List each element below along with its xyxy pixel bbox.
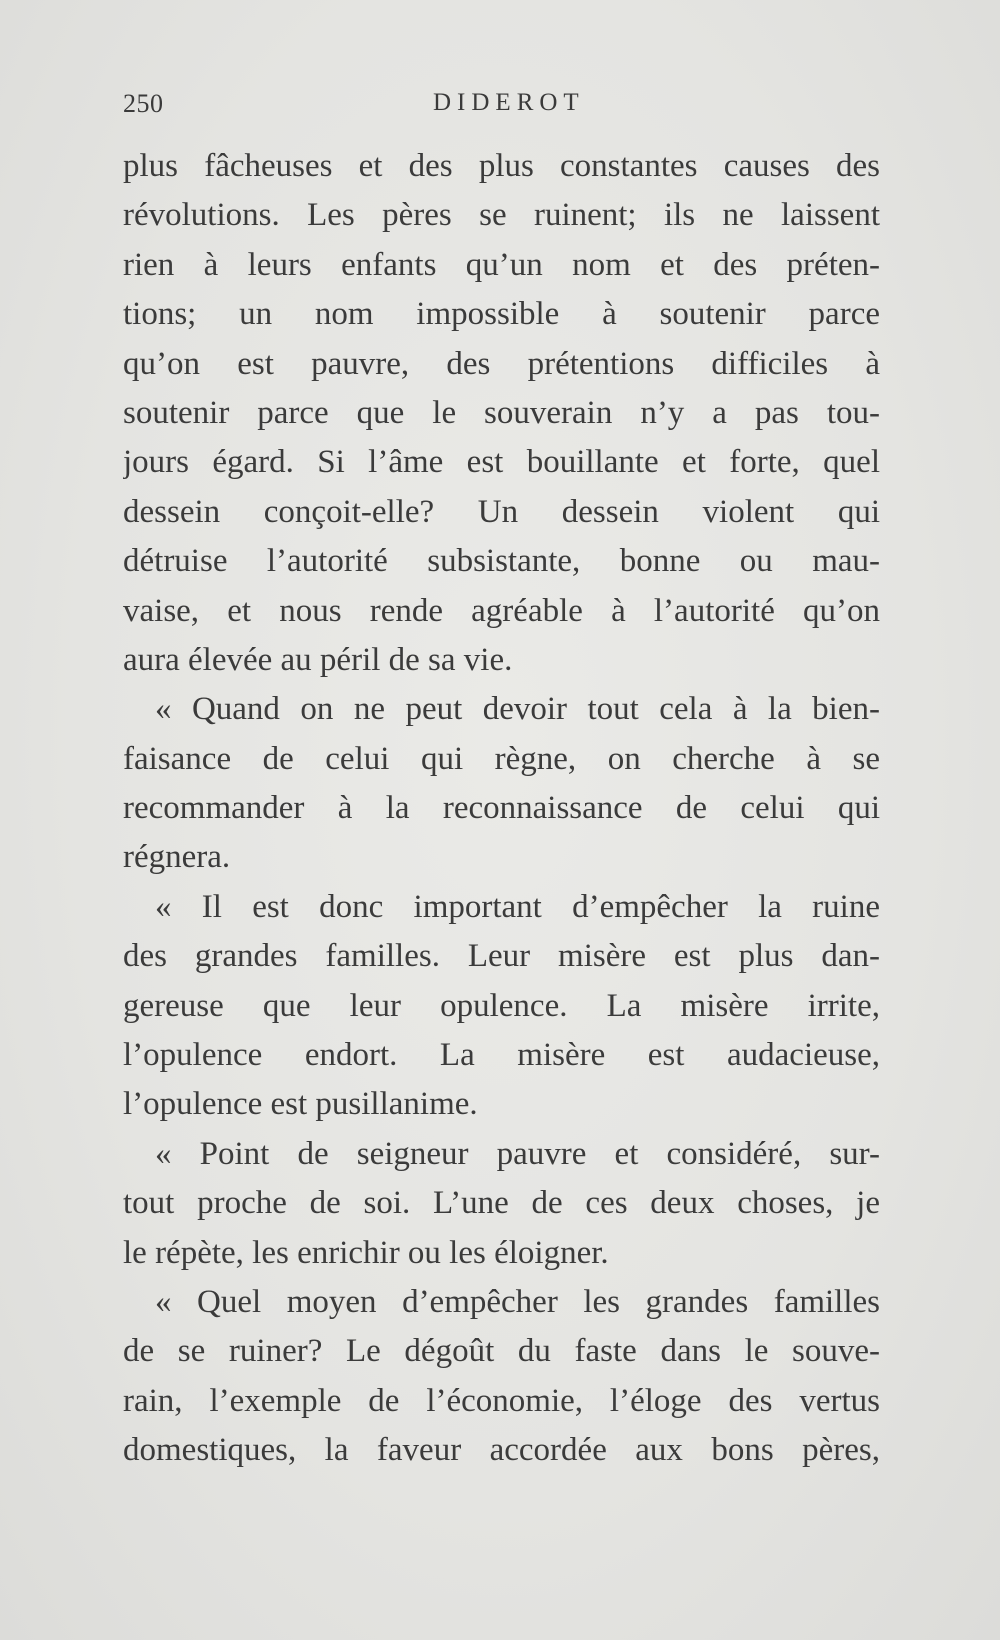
text-line: jours égard. Si l’âme est bouillante et forte, quel (123, 444, 880, 481)
text-line: régnera. (123, 839, 231, 876)
text-line: l’opulence endort. La misère est audacieuse, (123, 1037, 880, 1074)
text-line: soutenir parce que le souverain n’y a pas tou- (123, 394, 880, 431)
text-line: rien à leurs enfants qu’un nom et des préten- (123, 246, 880, 283)
text-line: rain, l’exemple de l’économie, l’éloge des vertus (123, 1382, 880, 1419)
text-line: plus fâcheuses et des plus constantes causes des (123, 148, 880, 184)
text-line: détruise l’autorité subsistante, bonne ou mau- (123, 543, 880, 580)
page-number: 250 (123, 89, 164, 118)
text-line: « Il est donc important d’empêcher la ruine (155, 888, 880, 925)
running-head (123, 89, 883, 129)
text-line: tout proche de soi. L’une de ces deux choses, je (123, 1185, 880, 1222)
body-text (123, 142, 880, 1476)
text-line: aura élevée au péril de sa vie. (123, 641, 513, 678)
text-line: tions; un nom impossible à soutenir parce (123, 296, 880, 333)
text-line: révolutions. Les pères se ruinent; ils ne laissent (123, 197, 880, 234)
text-line: qu’on est pauvre, des prétentions difficiles à (123, 345, 880, 382)
text-line: l’opulence est pusillanime. (123, 1086, 478, 1123)
text-line: « Quand on ne peut devoir tout cela à la bien- (155, 691, 880, 728)
text-line: recommander à la reconnaissance de celui qui (123, 790, 880, 827)
text-line: faisance de celui qui règne, on cherche à se (123, 740, 880, 777)
text-line: « Quel moyen d’empêcher les grandes familles (155, 1283, 880, 1320)
text-line: dessein conçoit-elle? Un dessein violent qui (123, 493, 880, 530)
text-line: gereuse que leur opulence. La misère irrite, (123, 987, 880, 1024)
text-line: de se ruiner? Le dégoût du faste dans le souve- (123, 1333, 880, 1370)
text-line: le répète, les enrichir ou les éloigner. (123, 1234, 609, 1271)
text-line: « Point de seigneur pauvre et considéré, sur- (155, 1135, 880, 1172)
running-title: DIDEROT (433, 89, 585, 116)
text-line: vaise, et nous rende agréable à l’autorité qu’on (123, 592, 880, 629)
text-line: des grandes familles. Leur misère est plus dan- (123, 938, 880, 975)
text-line: domestiques, la faveur accordée aux bons pères, (123, 1432, 880, 1469)
